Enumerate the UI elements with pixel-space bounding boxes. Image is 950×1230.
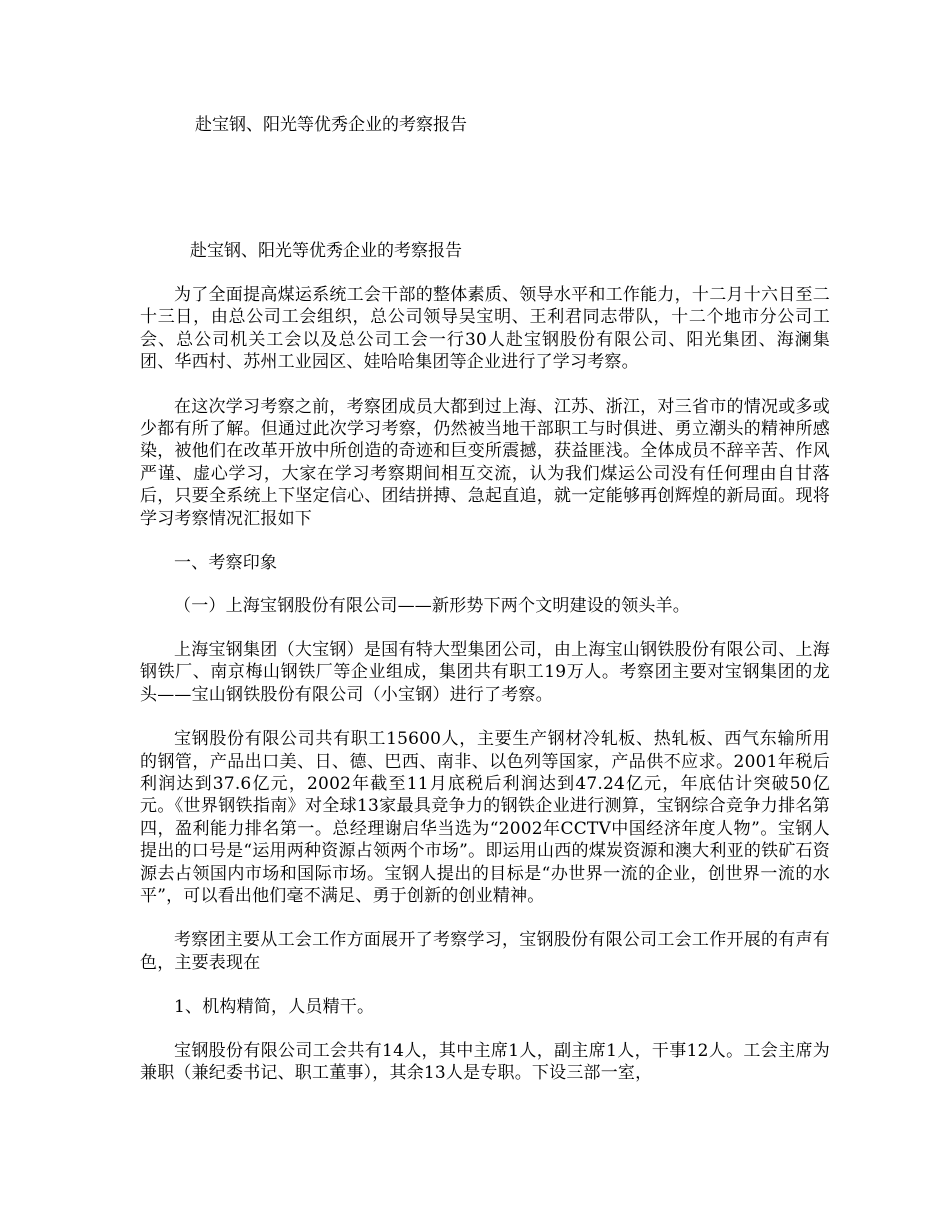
paragraph-baosteel-group: 上海宝钢集团（大宝钢）是国有特大型集团公司，由上海宝山钢铁股份有限公司、上海钢铁厂、南京梅山钢铁厂等企业组成，集团共有职工19万人。考察团主要对宝钢集团的龙头——宝山钢铁股份有限公司（小宝钢）进行了考察。 [140, 639, 830, 705]
document-title: 赴宝钢、阳光等优秀企业的考察报告 [190, 241, 462, 261]
paragraph-impression: 在这次学习考察之前，考察团成员大都到过上海、江苏、浙江，对三省市的情况或多或少都有所了解。但通过此次学习考察，仍然被当地干部职工与时俱进、勇立潮头的精神所感染，被他们在改革开放中所创造的奇迹和巨变所震撼，获益匪浅。全体成员不辞辛苦、作风严谨、虚心学习，大家在学习考察期间相互交流，认为我们煤运公司没有任何理由自甘落后，只要全系统上下坚定信心、团结拼搏、急起直追，就一定能够再创辉煌的新局面。现将学习考察情况汇报如下 [140, 396, 830, 529]
paragraph-baosteel-company: 宝钢股份有限公司共有职工15600人，主要生产钢材冷轧板、热轧板、西气东输所用的钢管，产品出口美、日、德、巴西、南非、以色列等国家，产品供不应求。2001年税后利润达到37.6亿元，2002年截至11月底税后利润达到47.24亿元，年底估计突破50亿元。《世界钢铁指南》对全球13家最具竞争力的钢铁企业进行测算，宝钢综合竞争力排名第四，盈利能力排名第一。总经理谢启华当选为“2002年CCTV中国经济年度人物”。宝钢人提出的口号是“运用两种资源占领两个市场”。即运用山西的煤炭资源和澳大利亚的铁矿石资源去占领国内市场和国际市场。宝钢人提出的目标是“办世界一流的企业，创世界一流的水平”，可以看出他们毫不满足、勇于创新的创业精神。 [140, 729, 830, 906]
paragraph-intro: 为了全面提高煤运系统工会干部的整体素质、领导水平和工作能力，十二月十六日至二十三日，由总公司工会组织，总公司领导吴宝明、王利君同志带队，十二个地市分公司工会、总公司机关工会以及总公司工会一行30人赴宝钢股份有限公司、阳光集团、海澜集团、华西村、苏州工业园区、娃哈哈集团等企业进行了学习考察。 [140, 285, 830, 373]
paragraph-union-staff: 宝钢股份有限公司工会共有14人，其中主席1人，副主席1人，干事12人。工会主席为兼职（兼纪委书记、职工董事），其余13人是专职。下设三部一室， [140, 1040, 830, 1083]
paragraph-union-work: 考察团主要从工会工作方面展开了考察学习，宝钢股份有限公司工会工作开展的有声有色，主要表现在 [140, 930, 830, 973]
document-body [140, 284, 830, 1106]
item-heading-1: 1、机构精简，人员精干。 [174, 997, 375, 1018]
subsection-heading-baosteel: （一）上海宝钢股份有限公司——新形势下两个文明建设的领头羊。 [174, 596, 690, 617]
section-heading-1: 一、考察印象 [174, 553, 278, 574]
header-title: 赴宝钢、阳光等优秀企业的考察报告 [195, 115, 467, 135]
